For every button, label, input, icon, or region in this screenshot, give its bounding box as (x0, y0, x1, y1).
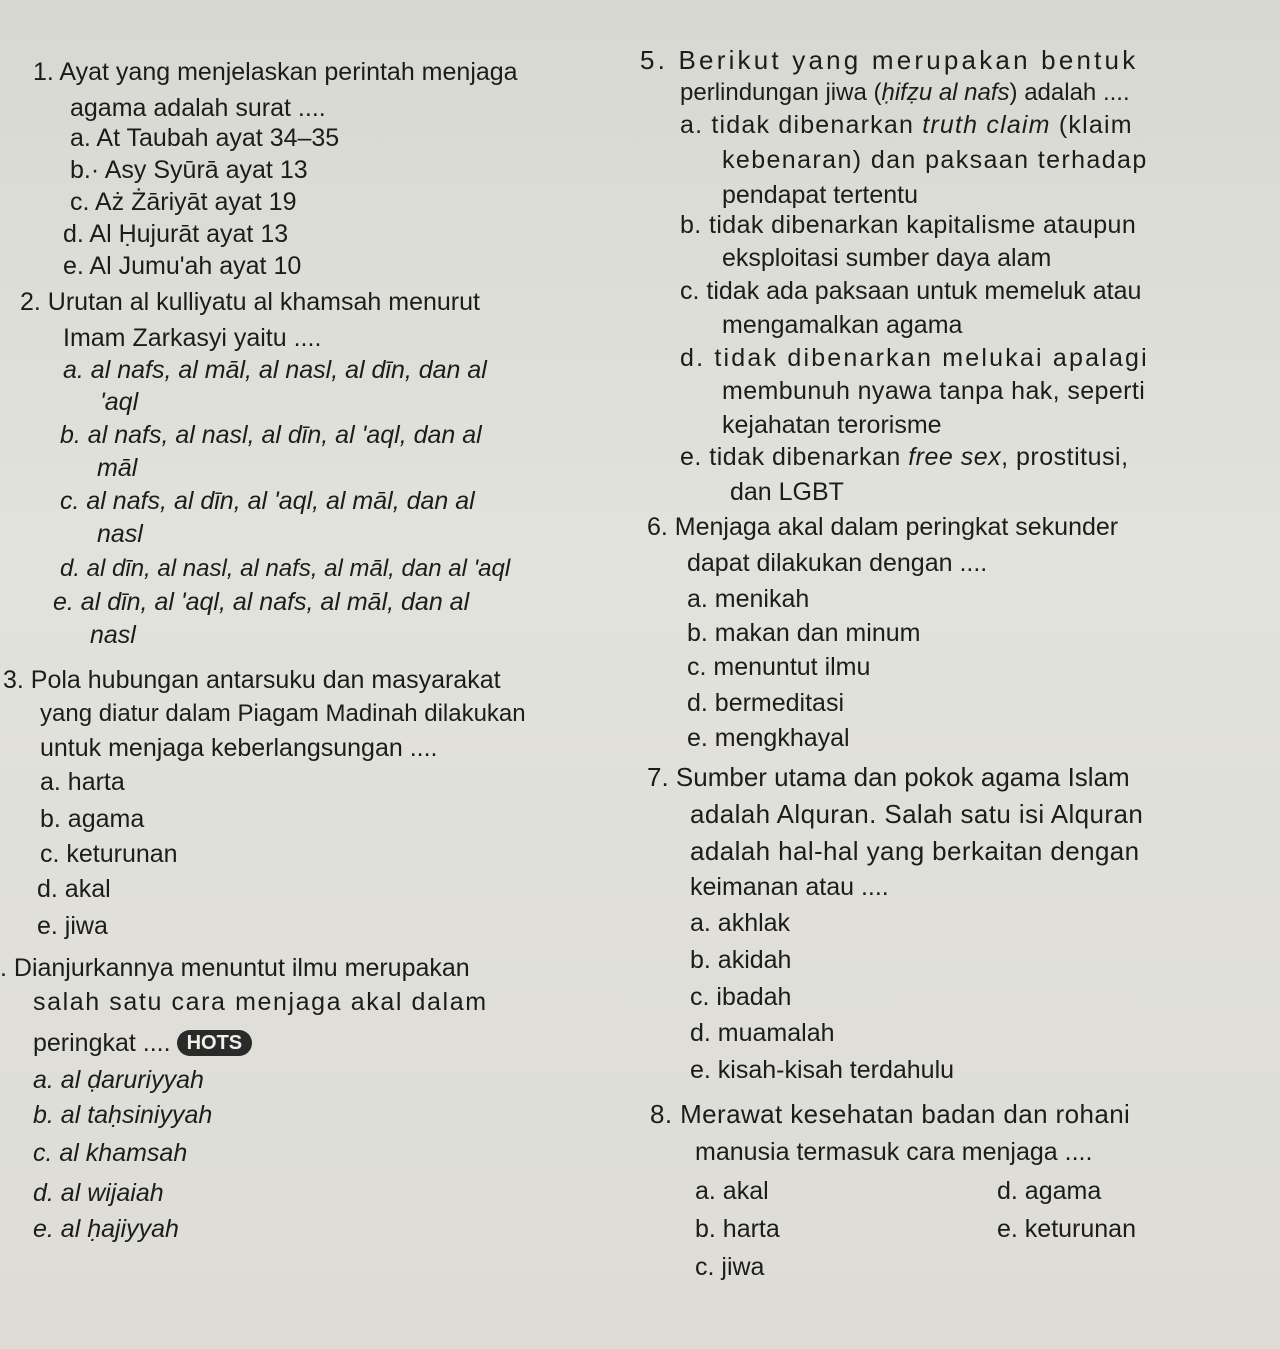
q7-option-c: c. ibadah (690, 983, 792, 1011)
q6-option-d: d. bermeditasi (687, 689, 845, 717)
q5-option-a-part1: a. tidak dibenarkan (680, 111, 923, 139)
q5-option-c-line1: c. tidak ada paksaan untuk memeluk atau (680, 277, 1142, 305)
q2-stem-line2: Imam Zarkasyi yaitu .... (63, 324, 322, 352)
q5-option-a-line3: pendapat tertentu (722, 181, 918, 209)
q7-stem-line4: keimanan atau .... (690, 873, 889, 901)
q5-option-b-line1: b. tidak dibenarkan kapitalisme ataupun (680, 211, 1137, 239)
q5-stem-line1: 5. Berikut yang merupakan bentuk (640, 45, 1139, 75)
q3-option-c: c. keturunan (40, 840, 178, 868)
q1-option-e: e. Al Jumu'ah ayat 10 (63, 252, 302, 280)
q7-option-a: a. akhlak (690, 909, 791, 937)
q2-stem-text: 2. Urutan al kulliyatu al khamsah menurut (20, 288, 480, 316)
hots-badge: HOTS (177, 1030, 253, 1056)
q5-stem-part2: ) adalah .... (1009, 79, 1130, 106)
q3-stem-line2: yang diatur dalam Piagam Madinah dilakukan (40, 700, 526, 727)
q2-option-d: d. al dīn, al nasl, al nafs, al māl, dan al 'aql (60, 555, 511, 582)
q1-stem-line1: 1. Ayat yang menjelaskan perintah menjaga (33, 58, 518, 86)
q5-option-e-part2: , prostitusi, (1001, 443, 1129, 471)
q3-option-b: b. agama (40, 805, 145, 833)
q5-stem-part1: perlindungan jiwa ( (680, 79, 882, 106)
q4-option-b: b. al taḥsiniyyah (33, 1101, 213, 1129)
q5-option-d-line3: kejahatan terorisme (722, 411, 942, 439)
q7-option-e: e. kisah-kisah terdahulu (690, 1056, 955, 1084)
q2-option-b-line1: b. al nafs, al nasl, al dīn, al 'aql, dan al (60, 421, 482, 449)
q8-option-b: b. harta (695, 1215, 780, 1243)
q5-option-e-line1 (680, 442, 1129, 472)
q5-option-e-term: free sex (908, 443, 1002, 471)
q2-option-c-line1: c. al nafs, al dīn, al 'aql, al māl, dan al (60, 487, 475, 515)
q2-option-e-line2: nasl (90, 621, 136, 649)
q5-option-a-line2: kebenaran) dan paksaan terhadap (722, 146, 1148, 174)
q4-stem-line1: . Dianjurkannya menuntut ilmu merupakan (0, 954, 470, 982)
q6-option-a: a. menikah (687, 585, 810, 613)
q4-stem-line3 (33, 1028, 252, 1058)
q8-option-a: a. akal (695, 1177, 769, 1205)
q5-stem-term: ḥifẓu al nafs (881, 79, 1010, 106)
q2-option-a-line1: a. al nafs, al māl, al nasl, al dīn, dan al (63, 356, 487, 384)
q2-option-b-line2: māl (97, 454, 138, 482)
q5-option-a-part2: (klaim (1050, 111, 1133, 139)
q6-option-c: c. menuntut ilmu (687, 653, 871, 681)
q1-stem-line2: agama adalah surat .... (70, 94, 326, 122)
q3-option-a: a. harta (40, 768, 125, 796)
q5-stem-line2 (680, 78, 1130, 108)
q4-stem-line2: salah satu cara menjaga akal dalam (33, 988, 488, 1016)
q5-option-d-line1: d. tidak dibenarkan melukai apalagi (680, 344, 1149, 372)
q8-option-d: d. agama (997, 1177, 1102, 1205)
q4-option-e: e. al ḥajiyyah (33, 1215, 179, 1243)
q4-option-d: d. al wijaiah (33, 1179, 164, 1207)
q1-option-c: c. Aż Żāriyāt ayat 19 (70, 188, 297, 216)
q4-option-c: c. al khamsah (33, 1139, 188, 1167)
q2-option-c-line2: nasl (97, 520, 143, 548)
q7-option-b: b. akidah (690, 946, 792, 974)
q6-option-e: e. mengkhayal (687, 724, 850, 752)
q4-option-a: a. al ḍaruriyyah (33, 1066, 204, 1094)
q5-option-e-line2: dan LGBT (730, 478, 844, 506)
q7-stem-line1: 7. Sumber utama dan pokok agama Islam (647, 762, 1130, 792)
q7-stem-line2: adalah Alquran. Salah satu isi Alquran (690, 799, 1144, 829)
q7-option-d: d. muamalah (690, 1019, 835, 1047)
q5-option-b-line2: eksploitasi sumber daya alam (722, 244, 1052, 272)
q1-option-b: b.· Asy Syūrā ayat 13 (70, 156, 308, 184)
q5-option-a-line1 (680, 110, 1133, 140)
q1-option-a: a. At Taubah ayat 34–35 (70, 124, 340, 152)
q8-option-e: e. keturunan (997, 1215, 1136, 1243)
q3-stem-line3: untuk menjaga keberlangsungan .... (40, 734, 438, 762)
q3-option-d: d. akal (37, 875, 111, 903)
q1-option-d: d. Al Ḥujurāt ayat 13 (63, 220, 289, 248)
q8-option-c: c. jiwa (695, 1253, 765, 1281)
q6-stem-line2: dapat dilakukan dengan .... (687, 549, 988, 577)
q7-stem-line3: adalah hal-hal yang berkaitan dengan (690, 836, 1140, 866)
q5-option-c-line2: mengamalkan agama (722, 311, 963, 339)
q4-stem-text: peringkat .... (33, 1029, 171, 1057)
q2-option-e-line1: e. al dīn, al 'aql, al nafs, al māl, dan al (53, 588, 470, 616)
q6-option-b: b. makan dan minum (687, 619, 921, 647)
q8-stem-line1: 8. Merawat kesehatan badan dan rohani (650, 1099, 1131, 1129)
q3-option-e: e. jiwa (37, 912, 108, 940)
q6-stem-line1: 6. Menjaga akal dalam peringkat sekunder (647, 513, 1119, 541)
q3-stem-line1: 3. Pola hubungan antarsuku dan masyarakat (3, 666, 501, 694)
q2-stem-line1 (20, 287, 480, 317)
q2-option-a-line2: 'aql (100, 388, 139, 416)
q5-option-d-line2: membunuh nyawa tanpa hak, seperti (722, 377, 1146, 405)
q5-option-e-part1: e. tidak dibenarkan (680, 443, 909, 471)
q5-option-a-term: truth claim (922, 111, 1051, 139)
q8-stem-line2: manusia termasuk cara menjaga .... (695, 1138, 1093, 1166)
